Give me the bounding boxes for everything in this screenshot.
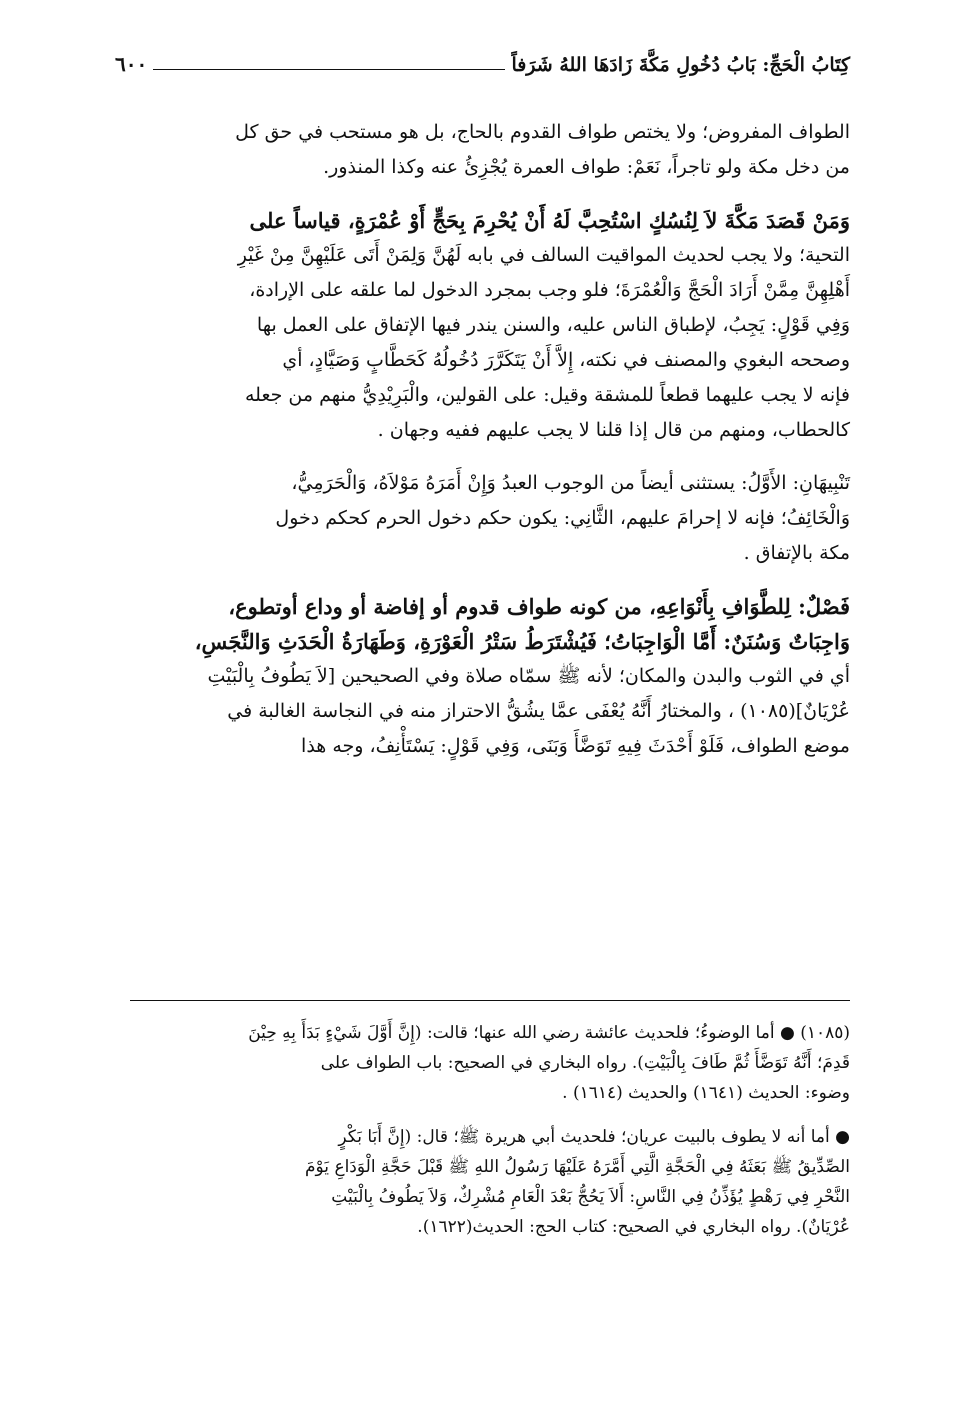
footnote-1085-b — [130, 1122, 850, 1242]
running-header — [115, 52, 850, 82]
footnote-1085 — [130, 1018, 850, 1108]
text-line: عُرْيَانٌ](١٠٨٥) ، والمختارُ أَنَّهُ يُعْفَى عمَّا يشُقُّ الاحتراز منه في النجاسة الغالبة في — [227, 700, 850, 722]
footnote-line: ● أما أنه لا يطوف بالبيت عريان؛ فلحديث أبي هريرة ﷺ؛ قال: (إِنَّ أَبَا بَكْرٍ — [338, 1127, 850, 1147]
text-line: وَمَنْ قَصَدَ مَكَّةَ لاَ لِنُسُكٍ اسْتُحِبَّ لَهُ أَنْ يُحْرِمَ بِحَجٍّ أَوْ عُمْرَةٍ، قياساً على — [249, 208, 850, 233]
paragraph-2 — [130, 203, 850, 448]
main-text — [130, 115, 850, 782]
footnote-line: قَدِمَ؛ أَنَّهُ تَوَضَّأَ ثُمَّ طَافَ بِالْبَيْتِ). رواه البخاري في الصحيح: باب الطواف على — [320, 1053, 850, 1073]
footnote-line: الصِّدِّيقُ ﷺ بَعَثَهُ فِي الْحَجَّةِ الَّتِي أَمَّرَهُ عَلَيْهَا رَسُولُ اللهِ ﷺ قَبْلَ حَجَّةِ الْوَدَاعِ يَوْمَ — [305, 1157, 850, 1177]
text-line: أَهْلِهِنَّ مِمَّنْ أَرَادَ الْحَجَّ وَالْعُمْرَةَ؛ فلو وجب بمجرد الدخول لما علقه على الإرادة، — [249, 279, 850, 301]
footnotes — [130, 1018, 850, 1256]
text-line: أي في الثوب والبدن والمكان؛ لأنه ﷺ سمّاه صلاة وفي الصحيحين [لاَ يَطُوفُ بِالْبَيْتِ — [207, 665, 850, 687]
text-line: وَالْخَائِفُ؛ فإنه لا إحرامَ عليهم، الثَّانِي: يكون حكم دخول الحرم كحكم دخول — [275, 507, 850, 529]
page-number: ٦٠٠ — [115, 52, 148, 76]
text-line: مكة بالإتفاق . — [743, 542, 850, 564]
text-line: وَفِي قَوْلٍ: يَجِبُ، لإطباق الناس عليه، والسنن يندر فيها الإتفاق على العمل بها — [256, 314, 850, 336]
text-line: فإنه لا يجب عليهما قطعاً للمشقة وقيل: على القولين، والْبَرِيْدِيُّ منهم من جعله — [245, 384, 850, 406]
text-line: الطواف المفروض؛ ولا يختص طواف القدوم بالحاج، بل هو مستحب في حق كل — [235, 121, 850, 143]
text-line: تَنْبِيهَانِ: الأَوَّلُ: يستثنى أيضاً من الوجوب العبدُ وَإِنْ أَمَرَهُ مَوْلاَهُ، وَالْحَرَمِيُّ، — [291, 472, 850, 494]
paragraph-4 — [130, 589, 850, 764]
footnote-line: عُرْيَانٌ). رواه البخاري في الصحيح: كتاب الحج: الحديث(١٦٢٢). — [417, 1217, 850, 1237]
paragraph-1 — [130, 115, 850, 185]
footnote-line: النَّحْرِ فِي رَهْطٍ يُؤَذِّنُ فِي النَّاسِ: أَلاَ يَحُجُّ بَعْدَ الْعَامِ مُشْرِكٌ، وَلاَ يَطُوفُ بِالْبَيْتِ — [331, 1187, 850, 1207]
text-line: التحية؛ ولا يجب لحديث المواقيت السالف في بابه لَهُنَّ وَلِمَنْ أَتَى عَلَيْهِنَّ مِنْ غَيْرِ — [237, 244, 850, 266]
header-rule — [153, 69, 505, 70]
chapter-title: كِتَابُ الْحَجِّ: بَابُ دُخُولِ مَكَّةَ زَادَهَا اللهُ شَرَفاً — [511, 54, 850, 76]
text-line: وَاجِبَاتٌ وَسُنَنٌ: أَمَّا الْوَاجِبَاتُ؛ فَيُشْتَرَطُ سَتْرُ الْعَوْرَةِ، وَطَهَارَةُ الْحَدَثِ وَالنَّجَسِ، — [194, 629, 850, 654]
footnote-divider — [130, 1000, 850, 1001]
text-line: موضع الطواف، فَلَوْ أَحْدَثَ فِيهِ تَوَضَّأَ وَبَنَى، وَفِي قَوْلٍ: يَسْتَأْنِفُ، وجه هذا — [301, 735, 850, 757]
footnote-line: (١٠٨٥) ● أما الوضوءُ؛ فلحديث عائشة رضي الله عنها؛ قالت: (إِنَّ أَوَّلَ شَيْءٍ بَدَأَ بِهِ حِيْنَ — [248, 1023, 850, 1043]
text-line: فَصْلٌ: لِلطَّوَافِ بِأَنْوَاعِهِ، من كونه طواف قدوم أو إفاضة أو وداع أوتطوع، — [228, 594, 850, 619]
text-line: كالحطاب، ومنهم من قال إذا قلنا لا يجب عليهم ففيه وجهان . — [377, 419, 850, 441]
paragraph-3 — [130, 466, 850, 571]
footnote-line: وضوء: الحديث (١٦٤١) والحديث (١٦١٤) . — [562, 1083, 850, 1103]
text-line: من دخل مكة ولو تاجراً، نَعَمْ: طواف العمرة يُجْزِئُ عنه وكذا المنذور. — [323, 156, 850, 178]
text-line: وصححه البغوي والمصنف في نكته، إِلاَّ أَنْ يَتَكَرَّرَ دُخُولُهُ كَحَطَّابٍ وَصَيَّادٍ، أي — [282, 349, 850, 371]
